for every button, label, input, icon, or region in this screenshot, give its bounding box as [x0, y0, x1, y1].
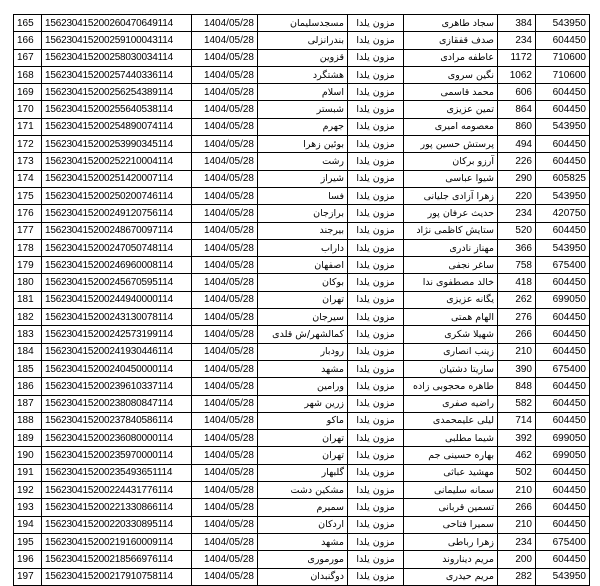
city-cell: زرین شهر: [258, 395, 348, 412]
customer-name-cell: شیوا عباسی: [404, 170, 498, 187]
store-cell: مزون یلدا: [348, 274, 404, 291]
date-cell: 1404/05/28: [192, 84, 258, 101]
store-cell: مزون یلدا: [348, 326, 404, 343]
row-number-cell: 189: [14, 430, 42, 447]
amount-cell: 710600: [536, 49, 590, 66]
city-cell: گلبهار: [258, 464, 348, 481]
store-cell: مزون یلدا: [348, 378, 404, 395]
table-row: [14, 153, 590, 170]
city-cell: قزوین: [258, 49, 348, 66]
tracking-code-cell: 156230415200249120756114: [42, 205, 192, 222]
row-number-cell: 170: [14, 101, 42, 118]
amount-cell: 604450: [536, 412, 590, 429]
customer-name-cell: نگین سروی: [404, 66, 498, 83]
amount-cell: 604450: [536, 326, 590, 343]
table-row: [14, 170, 590, 187]
date-cell: 1404/05/28: [192, 15, 258, 32]
customer-name-cell: پرستش حسین پور: [404, 136, 498, 153]
table-row: [14, 309, 590, 326]
table-row: [14, 32, 590, 49]
count-cell: 390: [498, 360, 536, 377]
count-cell: 262: [498, 291, 536, 308]
count-cell: 276: [498, 309, 536, 326]
customer-name-cell: ساغر نجفی: [404, 257, 498, 274]
customer-name-cell: حدیث عرفان پور: [404, 205, 498, 222]
table-row: [14, 84, 590, 101]
tracking-code-cell: 156230415200256254389114: [42, 84, 192, 101]
tracking-code-cell: 156230415200251420007114: [42, 170, 192, 187]
table-row: [14, 326, 590, 343]
count-cell: 1172: [498, 49, 536, 66]
amount-cell: 604450: [536, 482, 590, 499]
amount-cell: 604450: [536, 516, 590, 533]
row-number-cell: 193: [14, 499, 42, 516]
store-cell: مزون یلدا: [348, 222, 404, 239]
customer-name-cell: عاطفه مرادی: [404, 49, 498, 66]
customer-name-cell: سجاد طاهری: [404, 15, 498, 32]
row-number-cell: 197: [14, 568, 42, 585]
count-cell: 520: [498, 222, 536, 239]
table-row: [14, 118, 590, 135]
store-cell: مزون یلدا: [348, 482, 404, 499]
tracking-code-cell: 156230415200235493651114: [42, 464, 192, 481]
row-number-cell: 187: [14, 395, 42, 412]
count-cell: 582: [498, 395, 536, 412]
count-cell: 290: [498, 170, 536, 187]
store-cell: مزون یلدا: [348, 499, 404, 516]
count-cell: 266: [498, 499, 536, 516]
tracking-code-cell: 156230415200243130078114: [42, 309, 192, 326]
table-row: [14, 533, 590, 550]
city-cell: داراب: [258, 239, 348, 256]
date-cell: 1404/05/28: [192, 136, 258, 153]
row-number-cell: 175: [14, 187, 42, 204]
store-cell: مزون یلدا: [348, 257, 404, 274]
row-number-cell: 182: [14, 309, 42, 326]
store-cell: مزون یلدا: [348, 187, 404, 204]
date-cell: 1404/05/28: [192, 309, 258, 326]
date-cell: 1404/05/28: [192, 32, 258, 49]
count-cell: 418: [498, 274, 536, 291]
table-row: [14, 516, 590, 533]
city-cell: شیراز: [258, 170, 348, 187]
tracking-code-cell: 156230415200219160009114: [42, 533, 192, 550]
tracking-code-cell: 156230415200254890074114: [42, 118, 192, 135]
row-number-cell: 172: [14, 136, 42, 153]
tracking-code-cell: 156230415200246960008114: [42, 257, 192, 274]
city-cell: هشتگرد: [258, 66, 348, 83]
date-cell: 1404/05/28: [192, 482, 258, 499]
row-number-cell: 181: [14, 291, 42, 308]
city-cell: فسا: [258, 187, 348, 204]
customer-name-cell: تسمین قربانی: [404, 499, 498, 516]
tracking-code-cell: 156230415200255640538114: [42, 101, 192, 118]
customer-name-cell: الهام همتی: [404, 309, 498, 326]
amount-cell: 604450: [536, 343, 590, 360]
city-cell: مورموری: [258, 551, 348, 568]
customer-name-cell: شیما مطلبی: [404, 430, 498, 447]
store-cell: مزون یلدا: [348, 516, 404, 533]
amount-cell: 675400: [536, 257, 590, 274]
store-cell: مزون یلدا: [348, 360, 404, 377]
amount-cell: 604450: [536, 551, 590, 568]
table-row: [14, 499, 590, 516]
city-cell: مشهد: [258, 533, 348, 550]
count-cell: 234: [498, 205, 536, 222]
store-cell: مزون یلدا: [348, 153, 404, 170]
amount-cell: 420750: [536, 205, 590, 222]
count-cell: 848: [498, 378, 536, 395]
tracking-code-cell: 156230415200259100043114: [42, 32, 192, 49]
city-cell: مسجدسلیمان: [258, 15, 348, 32]
city-cell: رودبار: [258, 343, 348, 360]
amount-cell: 604450: [536, 101, 590, 118]
amount-cell: 699050: [536, 430, 590, 447]
row-number-cell: 196: [14, 551, 42, 568]
table-row: [14, 239, 590, 256]
amount-cell: 675400: [536, 533, 590, 550]
store-cell: مزون یلدا: [348, 309, 404, 326]
tracking-code-cell: 156230415200252210004114: [42, 153, 192, 170]
table-row: [14, 430, 590, 447]
city-cell: ماکو: [258, 412, 348, 429]
count-cell: 234: [498, 32, 536, 49]
store-cell: مزون یلدا: [348, 291, 404, 308]
row-number-cell: 171: [14, 118, 42, 135]
table-row: [14, 101, 590, 118]
tracking-code-cell: 156230415200260470649114: [42, 15, 192, 32]
date-cell: 1404/05/28: [192, 170, 258, 187]
city-cell: بوئین زهرا: [258, 136, 348, 153]
row-number-cell: 188: [14, 412, 42, 429]
city-cell: تهران: [258, 447, 348, 464]
store-cell: مزون یلدا: [348, 84, 404, 101]
store-cell: مزون یلدا: [348, 205, 404, 222]
date-cell: 1404/05/28: [192, 222, 258, 239]
table-row: [14, 343, 590, 360]
customer-name-cell: مهناز نادری: [404, 239, 498, 256]
row-number-cell: 184: [14, 343, 42, 360]
tracking-code-cell: 156230415200236080000114: [42, 430, 192, 447]
tracking-code-cell: 156230415200239610337114: [42, 378, 192, 395]
tracking-code-cell: 156230415200245670595114: [42, 274, 192, 291]
date-cell: 1404/05/28: [192, 205, 258, 222]
amount-cell: 604450: [536, 84, 590, 101]
amount-cell: 604450: [536, 32, 590, 49]
amount-cell: 699050: [536, 447, 590, 464]
customer-name-cell: شهیلا شکری: [404, 326, 498, 343]
tracking-code-cell: 156230415200224431776114: [42, 482, 192, 499]
customer-name-cell: زینب انصاری: [404, 343, 498, 360]
count-cell: 392: [498, 430, 536, 447]
table-row: [14, 291, 590, 308]
count-cell: 864: [498, 101, 536, 118]
city-cell: دوگنبدان: [258, 568, 348, 585]
count-cell: 266: [498, 326, 536, 343]
table-row: [14, 378, 590, 395]
row-number-cell: 169: [14, 84, 42, 101]
count-cell: 226: [498, 153, 536, 170]
table-row: [14, 66, 590, 83]
row-number-cell: 177: [14, 222, 42, 239]
amount-cell: 604450: [536, 222, 590, 239]
date-cell: 1404/05/28: [192, 395, 258, 412]
date-cell: 1404/05/28: [192, 568, 258, 585]
customer-name-cell: سمانه سلیمانی: [404, 482, 498, 499]
table-row: [14, 447, 590, 464]
tracking-code-cell: 156230415200240450000114: [42, 360, 192, 377]
row-number-cell: 186: [14, 378, 42, 395]
city-cell: مشکین دشت: [258, 482, 348, 499]
tracking-code-cell: 156230415200257440336114: [42, 66, 192, 83]
store-cell: مزون یلدا: [348, 49, 404, 66]
count-cell: 502: [498, 464, 536, 481]
amount-cell: 604450: [536, 136, 590, 153]
amount-cell: 604450: [536, 274, 590, 291]
tracking-code-cell: 156230415200244940000114: [42, 291, 192, 308]
tracking-code-cell: 156230415200220330895114: [42, 516, 192, 533]
date-cell: 1404/05/28: [192, 326, 258, 343]
table-body: [14, 15, 590, 586]
count-cell: 1062: [498, 66, 536, 83]
date-cell: 1404/05/28: [192, 101, 258, 118]
store-cell: مزون یلدا: [348, 447, 404, 464]
customer-name-cell: سمیرا فتاحی: [404, 516, 498, 533]
tracking-code-cell: 156230415200250200746114: [42, 187, 192, 204]
row-number-cell: 167: [14, 49, 42, 66]
row-number-cell: 174: [14, 170, 42, 187]
amount-cell: 543950: [536, 15, 590, 32]
tracking-code-cell: 156230415200217910758114: [42, 568, 192, 585]
store-cell: مزون یلدا: [348, 136, 404, 153]
store-cell: مزون یلدا: [348, 533, 404, 550]
city-cell: رشت: [258, 153, 348, 170]
amount-cell: 604450: [536, 378, 590, 395]
tracking-code-cell: 156230415200235970000114: [42, 447, 192, 464]
customer-name-cell: طاهره محجوبی زاده: [404, 378, 498, 395]
amount-cell: 543950: [536, 187, 590, 204]
customer-name-cell: مهشید عباثی: [404, 464, 498, 481]
store-cell: مزون یلدا: [348, 66, 404, 83]
row-number-cell: 165: [14, 15, 42, 32]
amount-cell: 604450: [536, 499, 590, 516]
city-cell: سیرجان: [258, 309, 348, 326]
row-number-cell: 185: [14, 360, 42, 377]
row-number-cell: 192: [14, 482, 42, 499]
row-number-cell: 180: [14, 274, 42, 291]
orders-table: [13, 14, 590, 586]
row-number-cell: 173: [14, 153, 42, 170]
amount-cell: 604450: [536, 464, 590, 481]
customer-name-cell: زهرا رباطی: [404, 533, 498, 550]
date-cell: 1404/05/28: [192, 464, 258, 481]
row-number-cell: 176: [14, 205, 42, 222]
tracking-code-cell: 156230415200237840586114: [42, 412, 192, 429]
date-cell: 1404/05/28: [192, 499, 258, 516]
amount-cell: 543950: [536, 118, 590, 135]
customer-name-cell: یگانه عزیزی: [404, 291, 498, 308]
table-row: [14, 205, 590, 222]
tracking-code-cell: 156230415200238080847114: [42, 395, 192, 412]
table-row: [14, 360, 590, 377]
store-cell: مزون یلدا: [348, 568, 404, 585]
customer-name-cell: لیلی علیمحمدی: [404, 412, 498, 429]
tracking-code-cell: 156230415200247050748114: [42, 239, 192, 256]
table-row: [14, 412, 590, 429]
city-cell: سمیرم: [258, 499, 348, 516]
customer-name-cell: معصومه امیری: [404, 118, 498, 135]
store-cell: مزون یلدا: [348, 170, 404, 187]
table-row: [14, 568, 590, 585]
customer-name-cell: خالد مصطفوی ندا: [404, 274, 498, 291]
count-cell: 494: [498, 136, 536, 153]
tracking-code-cell: 156230415200258030034114: [42, 49, 192, 66]
row-number-cell: 166: [14, 32, 42, 49]
customer-name-cell: مریم دیناروند: [404, 551, 498, 568]
customer-name-cell: ستایش کاظمی نژاد: [404, 222, 498, 239]
customer-name-cell: محمد قاسمی: [404, 84, 498, 101]
city-cell: اسلام: [258, 84, 348, 101]
customer-name-cell: مریم حیدری: [404, 568, 498, 585]
row-number-cell: 179: [14, 257, 42, 274]
table-row: [14, 395, 590, 412]
customer-name-cell: صدف قفقازی: [404, 32, 498, 49]
date-cell: 1404/05/28: [192, 153, 258, 170]
row-number-cell: 178: [14, 239, 42, 256]
row-number-cell: 168: [14, 66, 42, 83]
city-cell: بوکان: [258, 274, 348, 291]
tracking-code-cell: 156230415200218566976114: [42, 551, 192, 568]
date-cell: 1404/05/28: [192, 187, 258, 204]
table-row: [14, 551, 590, 568]
row-number-cell: 190: [14, 447, 42, 464]
store-cell: مزون یلدا: [348, 15, 404, 32]
count-cell: 714: [498, 412, 536, 429]
count-cell: 366: [498, 239, 536, 256]
tracking-code-cell: 156230415200221330866114: [42, 499, 192, 516]
amount-cell: 604450: [536, 309, 590, 326]
date-cell: 1404/05/28: [192, 239, 258, 256]
date-cell: 1404/05/28: [192, 291, 258, 308]
store-cell: مزون یلدا: [348, 395, 404, 412]
date-cell: 1404/05/28: [192, 343, 258, 360]
amount-cell: 604450: [536, 153, 590, 170]
tracking-code-cell: 156230415200242573199114: [42, 326, 192, 343]
date-cell: 1404/05/28: [192, 412, 258, 429]
amount-cell: 710600: [536, 66, 590, 83]
amount-cell: 543950: [536, 568, 590, 585]
date-cell: 1404/05/28: [192, 360, 258, 377]
count-cell: 200: [498, 551, 536, 568]
city-cell: کمالشهر/ش قلدی: [258, 326, 348, 343]
customer-name-cell: زهرا آزادی جلیانی: [404, 187, 498, 204]
amount-cell: 699050: [536, 291, 590, 308]
customer-name-cell: تمین عزیزی: [404, 101, 498, 118]
date-cell: 1404/05/28: [192, 49, 258, 66]
date-cell: 1404/05/28: [192, 274, 258, 291]
table-row: [14, 274, 590, 291]
city-cell: تهران: [258, 291, 348, 308]
store-cell: مزون یلدا: [348, 118, 404, 135]
count-cell: 860: [498, 118, 536, 135]
city-cell: اصفهان: [258, 257, 348, 274]
tracking-code-cell: 156230415200248670097114: [42, 222, 192, 239]
table-row: [14, 222, 590, 239]
amount-cell: 675400: [536, 360, 590, 377]
table-row: [14, 49, 590, 66]
count-cell: 462: [498, 447, 536, 464]
count-cell: 282: [498, 568, 536, 585]
customer-name-cell: آرزو برکان: [404, 153, 498, 170]
store-cell: مزون یلدا: [348, 430, 404, 447]
date-cell: 1404/05/28: [192, 378, 258, 395]
count-cell: 210: [498, 482, 536, 499]
date-cell: 1404/05/28: [192, 430, 258, 447]
row-number-cell: 191: [14, 464, 42, 481]
city-cell: تهران: [258, 430, 348, 447]
count-cell: 606: [498, 84, 536, 101]
store-cell: مزون یلدا: [348, 239, 404, 256]
table-row: [14, 187, 590, 204]
date-cell: 1404/05/28: [192, 118, 258, 135]
city-cell: بیرجند: [258, 222, 348, 239]
count-cell: 234: [498, 533, 536, 550]
tracking-code-cell: 156230415200253990345114: [42, 136, 192, 153]
customer-name-cell: راضیه صفری: [404, 395, 498, 412]
table-row: [14, 464, 590, 481]
table-row: [14, 15, 590, 32]
amount-cell: 543950: [536, 239, 590, 256]
date-cell: 1404/05/28: [192, 257, 258, 274]
count-cell: 210: [498, 516, 536, 533]
date-cell: 1404/05/28: [192, 66, 258, 83]
date-cell: 1404/05/28: [192, 533, 258, 550]
store-cell: مزون یلدا: [348, 343, 404, 360]
date-cell: 1404/05/28: [192, 447, 258, 464]
store-cell: مزون یلدا: [348, 412, 404, 429]
city-cell: مشهد: [258, 360, 348, 377]
amount-cell: 604450: [536, 395, 590, 412]
row-number-cell: 194: [14, 516, 42, 533]
count-cell: 210: [498, 343, 536, 360]
row-number-cell: 183: [14, 326, 42, 343]
date-cell: 1404/05/28: [192, 516, 258, 533]
store-cell: مزون یلدا: [348, 551, 404, 568]
customer-name-cell: ساریتا دشتیان: [404, 360, 498, 377]
count-cell: 758: [498, 257, 536, 274]
amount-cell: 605825: [536, 170, 590, 187]
city-cell: شبستر: [258, 101, 348, 118]
row-number-cell: 195: [14, 533, 42, 550]
city-cell: بندرانزلی: [258, 32, 348, 49]
city-cell: اردکان: [258, 516, 348, 533]
count-cell: 220: [498, 187, 536, 204]
table-row: [14, 136, 590, 153]
count-cell: 384: [498, 15, 536, 32]
city-cell: ورامین: [258, 378, 348, 395]
store-cell: مزون یلدا: [348, 464, 404, 481]
customer-name-cell: بهاره حسینی جم: [404, 447, 498, 464]
city-cell: برازجان: [258, 205, 348, 222]
city-cell: جهرم: [258, 118, 348, 135]
store-cell: مزون یلدا: [348, 32, 404, 49]
table-row: [14, 482, 590, 499]
store-cell: مزون یلدا: [348, 101, 404, 118]
tracking-code-cell: 156230415200241930446114: [42, 343, 192, 360]
table-row: [14, 257, 590, 274]
date-cell: 1404/05/28: [192, 551, 258, 568]
